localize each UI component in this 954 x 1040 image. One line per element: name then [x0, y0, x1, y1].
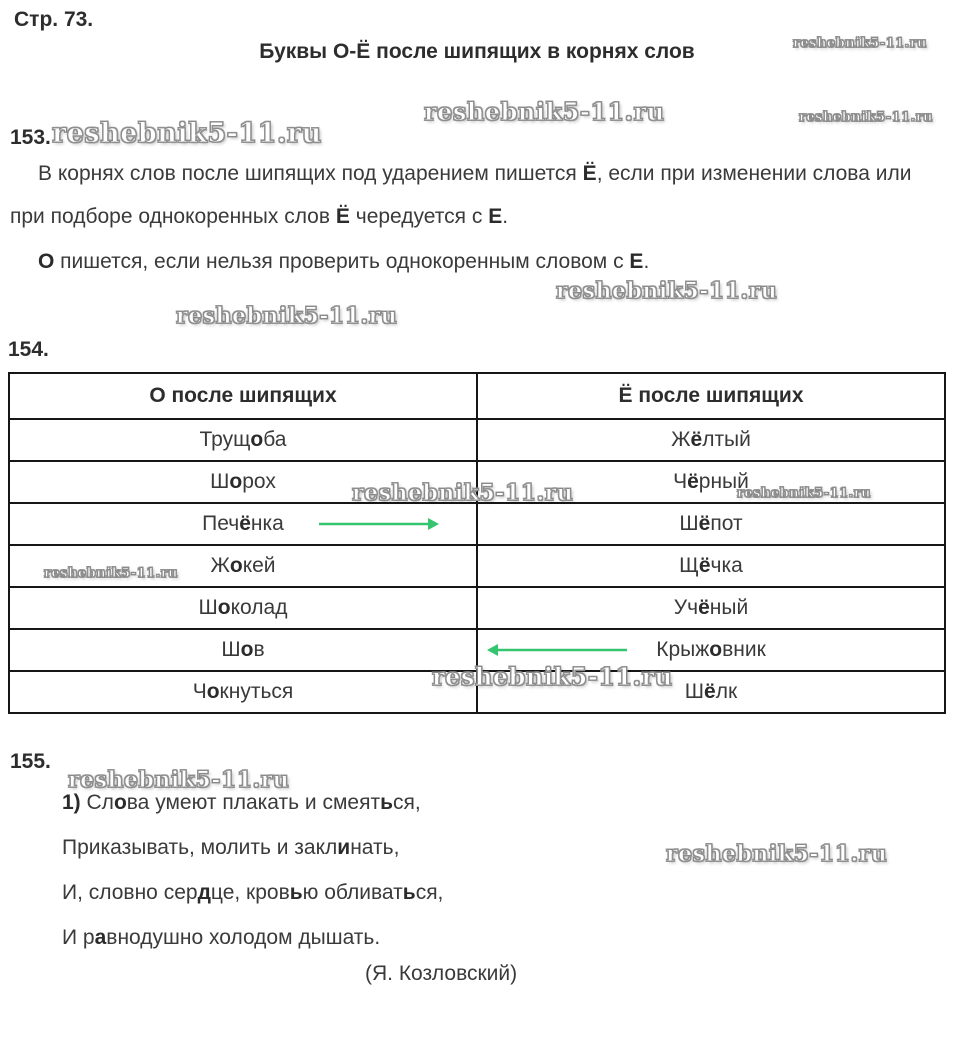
- watermark: reshebnik5-11.ru: [52, 118, 322, 149]
- table-row: [9, 419, 945, 461]
- table-cell: [477, 461, 945, 503]
- word: Шёпот: [679, 512, 743, 535]
- word: Щёчка: [679, 554, 743, 577]
- table-cell: [9, 461, 477, 503]
- word: Печёнка: [202, 512, 284, 535]
- exercise-155-number: 155.: [10, 750, 51, 773]
- poem: [62, 780, 944, 960]
- watermark: reshebnik5-11.ru: [666, 841, 888, 867]
- word: Чёрный: [673, 470, 749, 493]
- watermark: reshebnik5-11.ru: [352, 480, 574, 506]
- watermark: reshebnik5-11.ru: [44, 566, 179, 581]
- table-cell: [477, 671, 945, 713]
- watermark: reshebnik5-11.ru: [176, 303, 398, 329]
- watermark: reshebnik5-11.ru: [737, 486, 872, 501]
- exercise-153: [10, 126, 942, 283]
- word: Чокнуться: [192, 680, 294, 703]
- poem-line: И, словно сердце, кровью обливаться,: [62, 881, 444, 904]
- table-row: [9, 461, 945, 503]
- table-header-o: О после шипящих: [9, 373, 477, 419]
- word: Крыжовник: [656, 638, 766, 661]
- table-cell: [477, 503, 945, 545]
- watermark: reshebnik5-11.ru: [556, 278, 778, 304]
- table-cell: [9, 503, 477, 545]
- table-row: [9, 587, 945, 629]
- table-row: [9, 503, 945, 545]
- word: Шорох: [210, 470, 276, 493]
- table-cell: [9, 545, 477, 587]
- exercise-153-paragraph-2: О пишется, если нельзя проверить однокоренным словом с Е.: [38, 250, 650, 273]
- table-row: [9, 671, 945, 713]
- poem-line: И равнодушно холодом дышать.: [62, 926, 381, 949]
- word: Трущоба: [199, 428, 287, 451]
- green-arrow-left-icon: [486, 642, 628, 658]
- word: Жокей: [210, 554, 276, 577]
- exercise-154-number: 154.: [8, 338, 49, 361]
- page-title: Буквы О-Ё после шипящих в корнях слов: [259, 40, 695, 63]
- watermark: reshebnik5-11.ru: [68, 767, 290, 793]
- o-e-table: [8, 372, 946, 714]
- table-cell: [9, 629, 477, 671]
- word: Учёный: [673, 596, 749, 619]
- table-row: [9, 629, 945, 671]
- poem-line: 1) Слова умеют плакать и смеяться,: [62, 791, 421, 814]
- word: Шоколад: [198, 596, 288, 619]
- word: Шёлк: [684, 680, 738, 703]
- table-cell: [9, 671, 477, 713]
- table-cell: [9, 419, 477, 461]
- table-cell: [477, 419, 945, 461]
- exercise-154: [8, 338, 946, 714]
- table-row: [9, 545, 945, 587]
- poem-line: Приказывать, молить и заклинать,: [62, 836, 400, 859]
- table-header-row: [9, 373, 945, 419]
- exercise-155: [10, 750, 944, 986]
- word: Жёлтый: [671, 428, 751, 451]
- watermark: reshebnik5-11.ru: [432, 662, 673, 691]
- watermark: reshebnik5-11.ru: [793, 36, 928, 51]
- table-cell: [477, 629, 945, 671]
- page-number: Стр. 73.: [14, 8, 94, 31]
- word: Шов: [221, 638, 265, 661]
- table-cell: [9, 587, 477, 629]
- exercise-153-paragraph-1: В корнях слов после шипящих под ударением пишется Ё, если при изменении слова или при подборе однокоренных слов Ё чередуется с Е.: [10, 162, 912, 228]
- table-header-e: Ё после шипящих: [477, 373, 945, 419]
- table-cell: [477, 545, 945, 587]
- watermark: reshebnik5-11.ru: [799, 110, 934, 125]
- watermark: reshebnik5-11.ru: [424, 97, 665, 126]
- exercise-153-number: 153.: [10, 126, 51, 149]
- table-cell: [477, 587, 945, 629]
- author-attribution: (Я. Козловский): [365, 962, 518, 985]
- green-arrow-right-icon: [318, 516, 440, 532]
